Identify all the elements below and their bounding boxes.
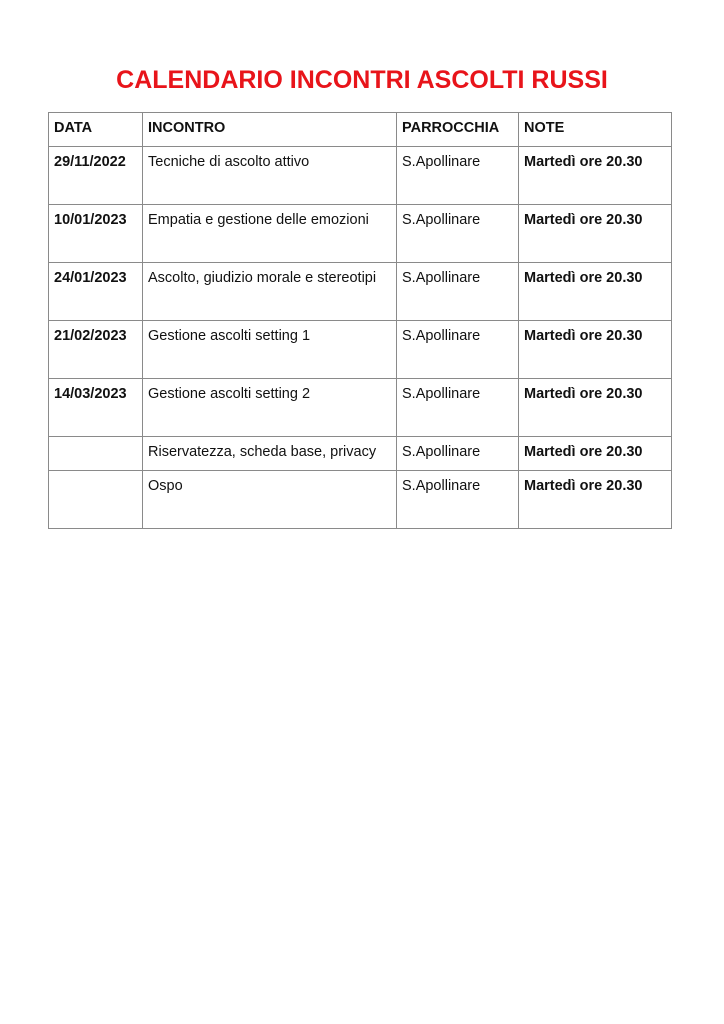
cell-incontro: Tecniche di ascolto attivo	[143, 147, 397, 205]
cell-incontro: Ospo	[143, 471, 397, 529]
cell-parrocchia: S.Apollinare	[397, 437, 519, 471]
cell-data: 21/02/2023	[49, 321, 143, 379]
cell-data: 29/11/2022	[49, 147, 143, 205]
calendar-table	[48, 112, 672, 529]
header-parrocchia: PARROCCHIA	[397, 113, 519, 147]
cell-note: Martedì ore 20.30	[519, 379, 672, 437]
cell-parrocchia: S.Apollinare	[397, 205, 519, 263]
document-title: CALENDARIO INCONTRI ASCOLTI RUSSI	[116, 66, 608, 94]
table-row	[49, 437, 672, 471]
cell-incontro: Ascolto, giudizio morale e stereotipi	[143, 263, 397, 321]
table-row	[49, 471, 672, 529]
cell-data	[49, 471, 143, 529]
header-incontro: INCONTRO	[143, 113, 397, 147]
header-data: DATA	[49, 113, 143, 147]
cell-parrocchia: S.Apollinare	[397, 471, 519, 529]
cell-parrocchia: S.Apollinare	[397, 321, 519, 379]
cell-parrocchia: S.Apollinare	[397, 147, 519, 205]
header-note: NOTE	[519, 113, 672, 147]
cell-data: 14/03/2023	[49, 379, 143, 437]
table-row	[49, 321, 672, 379]
cell-data: 24/01/2023	[49, 263, 143, 321]
cell-incontro: Gestione ascolti setting 2	[143, 379, 397, 437]
cell-data	[49, 437, 143, 471]
cell-incontro: Gestione ascolti setting 1	[143, 321, 397, 379]
cell-note: Martedì ore 20.30	[519, 205, 672, 263]
cell-note: Martedì ore 20.30	[519, 263, 672, 321]
table-row	[49, 263, 672, 321]
cell-data: 10/01/2023	[49, 205, 143, 263]
table-row	[49, 147, 672, 205]
cell-note: Martedì ore 20.30	[519, 321, 672, 379]
table-row	[49, 379, 672, 437]
cell-parrocchia: S.Apollinare	[397, 263, 519, 321]
cell-note: Martedì ore 20.30	[519, 437, 672, 471]
table-row	[49, 205, 672, 263]
cell-note: Martedì ore 20.30	[519, 471, 672, 529]
cell-incontro: Riservatezza, scheda base, privacy	[143, 437, 397, 471]
cell-incontro: Empatia e gestione delle emozioni	[143, 205, 397, 263]
cell-parrocchia: S.Apollinare	[397, 379, 519, 437]
table-header-row	[49, 113, 672, 147]
cell-note: Martedì ore 20.30	[519, 147, 672, 205]
